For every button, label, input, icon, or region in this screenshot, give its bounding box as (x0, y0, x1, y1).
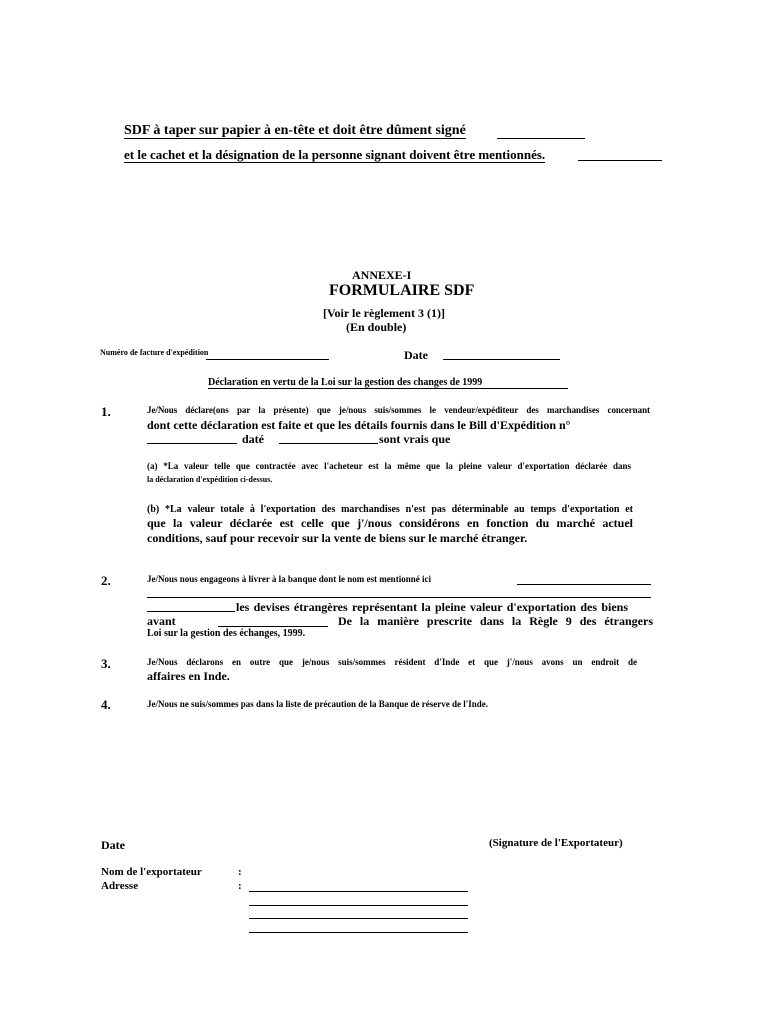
instruction-line-1-rule (497, 138, 585, 139)
invoice-number-field[interactable] (206, 359, 329, 360)
item-number-3: 3. (101, 656, 111, 671)
annex-label: ANNEXE-I (352, 268, 412, 282)
item-number-4: 4. (101, 697, 111, 712)
address-colon: : (238, 880, 242, 892)
item-2-line-1: Je/Nous nous engageons à livrer à la banque dont le nom est mentionné ici (147, 574, 431, 584)
item-1-line-1: Je/Nous déclare(ons par la présente) que je/nous suis/sommes le vendeur/expéditeur des marchandises concernant (147, 405, 650, 415)
form-title: FORMULAIRE SDF (329, 282, 475, 299)
item-number-1: 1. (101, 404, 111, 419)
before-date-field[interactable] (218, 626, 328, 627)
item-1b-line-3: conditions, sauf pour recevoir sur la vente de biens sur le marché étranger. (147, 531, 528, 545)
item-1-line-2: dont cette déclaration est faite et que les détails fournis dans le Bill d'Expédition n° (147, 418, 571, 432)
bank-name-field-continued[interactable] (147, 597, 651, 598)
invoice-number-label: Numéro de facture d'expédition (100, 348, 209, 357)
item-3-line-1: Je/Nous déclarons en outre que je/nous suis/sommes résident d'Inde et que j'/nous avons un endroit de (147, 657, 637, 667)
address-field-4[interactable] (249, 932, 468, 933)
item-1-true-text: sont vrais que (379, 432, 451, 446)
currency-field[interactable] (147, 611, 235, 612)
invoice-date-field[interactable] (443, 359, 560, 360)
declaration-title: Déclaration en vertu de la Loi sur la gestion des changes de 1999 (208, 377, 483, 388)
item-2-avant: avant (147, 614, 176, 628)
bank-name-field[interactable] (517, 584, 651, 585)
item-4-line-1: Je/Nous ne suis/sommes pas dans la liste de précaution de la Banque de réserve de l'Inde. (147, 699, 489, 709)
item-2-line-4: Loi sur la gestion des échanges, 1999. (147, 628, 306, 639)
item-1a-line-2: la déclaration d'expédition ci-dessus. (147, 475, 273, 484)
exporter-name-colon: : (238, 866, 242, 878)
instruction-line-2: et le cachet et la désignation de la personne signant doivent être mentionnés. (124, 147, 546, 162)
instruction-line-1: SDF à taper sur papier à en-tête et doit être dûment signé (124, 123, 466, 138)
item-1-date-word: daté (242, 432, 264, 446)
item-2-line-2: les devises étrangères représentant la pleine valeur d'exportation des biens (236, 600, 628, 614)
address-field-2[interactable] (249, 905, 468, 906)
instruction-line-2-rule (578, 160, 662, 161)
signature-date-label: Date (101, 838, 125, 852)
rule-reference: [Voir le règlement 3 (1)] (323, 306, 445, 320)
address-label: Adresse (101, 880, 139, 892)
address-field-3[interactable] (249, 918, 468, 919)
exporter-name-label: Nom de l'exportateur (101, 866, 202, 878)
item-1b-line-1: (b) *La valeur totale à l'exportation des marchandises n'est pas déterminable au temps d'exportation et (147, 504, 633, 515)
invoice-date-label: Date (404, 348, 428, 362)
copies-note: (En double) (346, 320, 407, 334)
item-3-line-2: affaires en Inde. (147, 669, 230, 683)
item-number-2: 2. (101, 573, 111, 588)
bill-date-field[interactable] (279, 443, 378, 444)
declaration-title-underline (208, 388, 568, 389)
item-2-line-3: De la manière prescrite dans la Règle 9 des étrangers (338, 614, 653, 628)
address-field-1[interactable] (249, 891, 468, 892)
item-1b-line-2: que la valeur déclarée est celle que j'/nous considérons en fonction du marché actuel (147, 516, 633, 530)
exporter-signature-label: (Signature de l'Exportateur) (489, 837, 623, 849)
bill-number-field[interactable] (147, 443, 237, 444)
item-1a-line-1: (a) *La valeur telle que contractée avec l'acheteur est la même que la pleine valeur d'exportation déclarée dans (147, 461, 631, 471)
